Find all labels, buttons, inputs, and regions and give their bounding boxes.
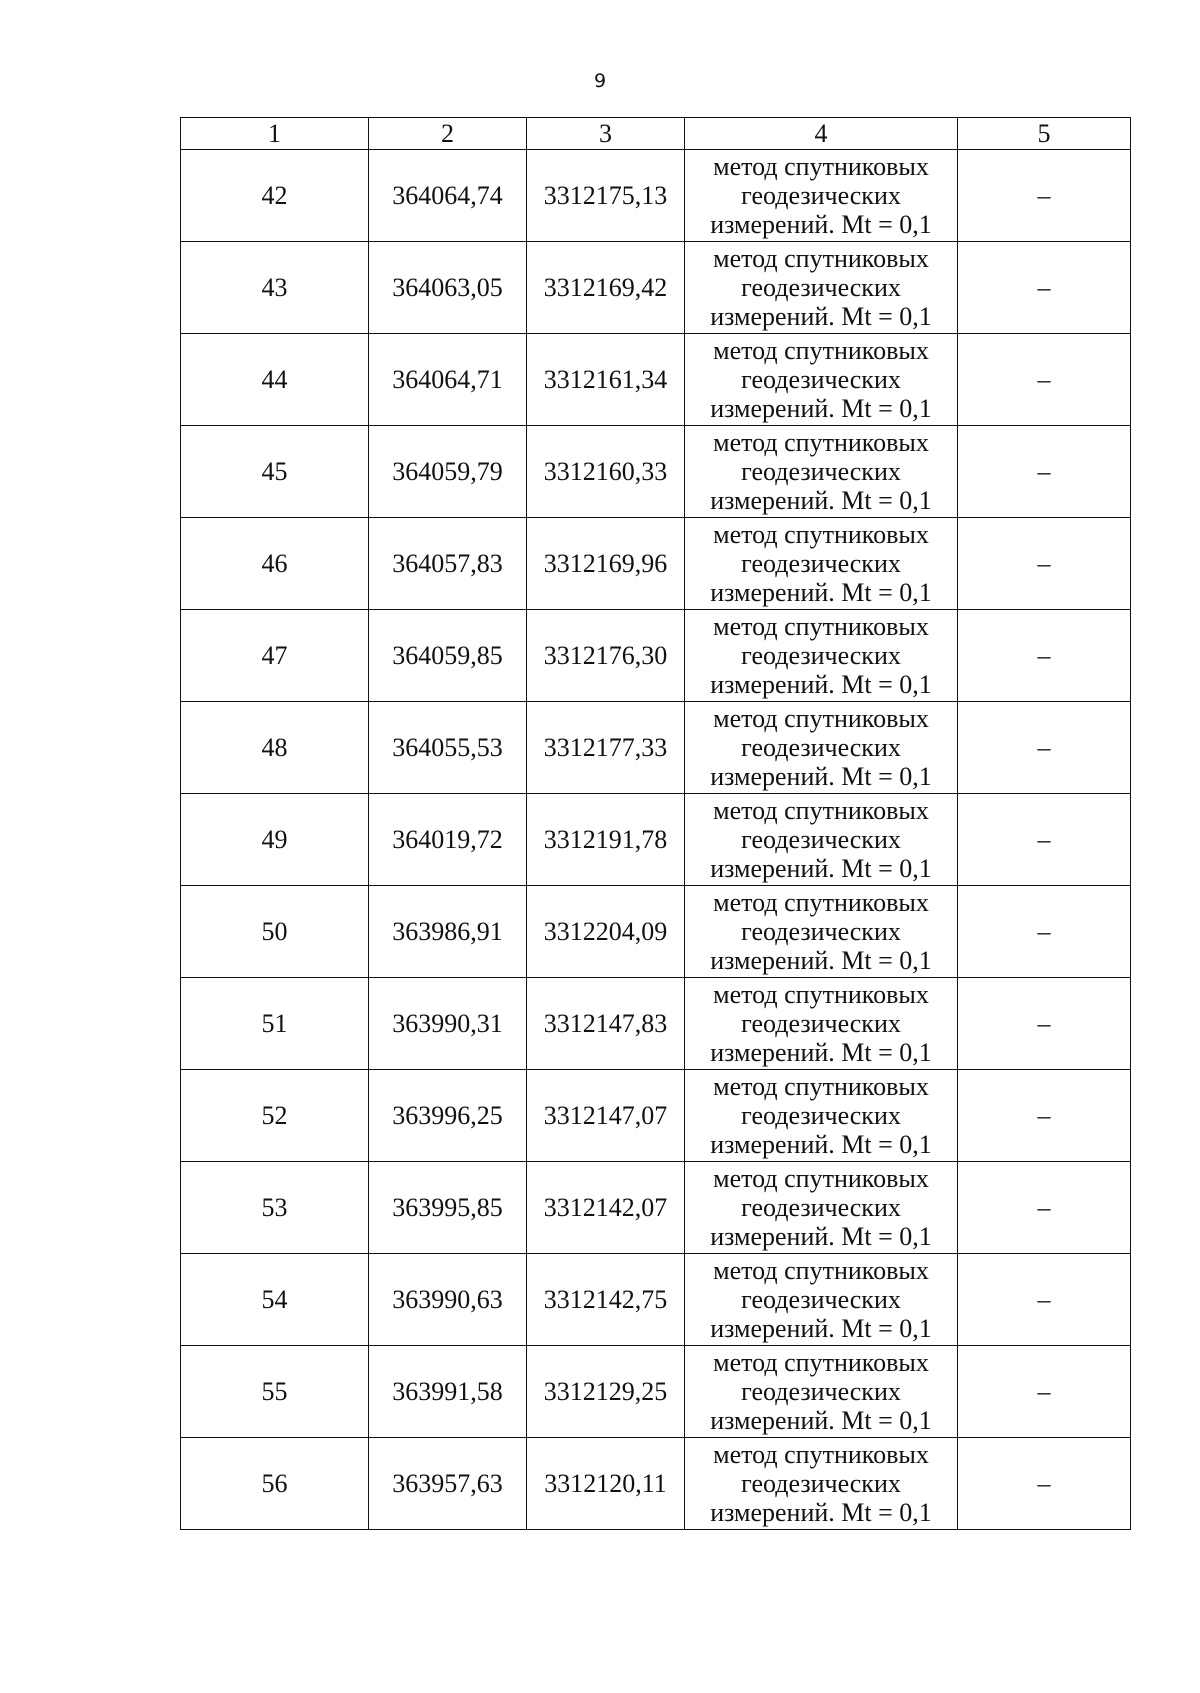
method-cell <box>685 886 958 978</box>
y-coordinate-cell: 3312160,33 <box>527 426 685 518</box>
method-cell <box>685 518 958 610</box>
method-line: метод спутниковых <box>713 1164 929 1193</box>
page-number: 9 <box>593 70 607 92</box>
method-line: измерений. Mt = 0,1 <box>710 1314 932 1343</box>
method-line: геодезических <box>741 1285 901 1314</box>
note-cell: – <box>958 1254 1131 1346</box>
point-number-cell: 47 <box>181 610 369 702</box>
method-line: геодезических <box>741 641 901 670</box>
method-line: метод спутниковых <box>713 704 929 733</box>
y-coordinate-cell: 3312161,34 <box>527 334 685 426</box>
note-cell: – <box>958 334 1131 426</box>
x-coordinate-cell: 364063,05 <box>369 242 527 334</box>
note-cell: – <box>958 150 1131 242</box>
note-cell: – <box>958 886 1131 978</box>
x-coordinate-cell: 364019,72 <box>369 794 527 886</box>
note-cell: – <box>958 1070 1131 1162</box>
point-number-cell: 48 <box>181 702 369 794</box>
method-line: измерений. Mt = 0,1 <box>710 1038 932 1067</box>
x-coordinate-cell: 363996,25 <box>369 1070 527 1162</box>
note-cell: – <box>958 702 1131 794</box>
method-line: геодезических <box>741 1469 901 1498</box>
note-cell: – <box>958 1346 1131 1438</box>
y-coordinate-cell: 3312169,96 <box>527 518 685 610</box>
method-line: геодезических <box>741 457 901 486</box>
table-row <box>181 978 1131 1070</box>
y-coordinate-cell: 3312204,09 <box>527 886 685 978</box>
x-coordinate-cell: 364057,83 <box>369 518 527 610</box>
method-line: метод спутниковых <box>713 612 929 641</box>
method-line: геодезических <box>741 1009 901 1038</box>
method-line: измерений. Mt = 0,1 <box>710 946 932 975</box>
y-coordinate-cell: 3312120,11 <box>527 1438 685 1530</box>
y-coordinate-cell: 3312129,25 <box>527 1346 685 1438</box>
table-row <box>181 426 1131 518</box>
table-row <box>181 518 1131 610</box>
y-coordinate-cell: 3312169,42 <box>527 242 685 334</box>
coordinates-table <box>180 117 1131 1530</box>
x-coordinate-cell: 363990,63 <box>369 1254 527 1346</box>
y-coordinate-cell: 3312142,07 <box>527 1162 685 1254</box>
column-header-2: 2 <box>369 118 527 150</box>
method-cell <box>685 1346 958 1438</box>
method-line: геодезических <box>741 365 901 394</box>
note-cell: – <box>958 518 1131 610</box>
table-row <box>181 242 1131 334</box>
method-cell <box>685 242 958 334</box>
method-line: измерений. Mt = 0,1 <box>710 394 932 423</box>
table-row <box>181 1254 1131 1346</box>
method-line: измерений. Mt = 0,1 <box>710 1498 932 1527</box>
table-row <box>181 1346 1131 1438</box>
table-header-row <box>181 118 1131 150</box>
point-number-cell: 52 <box>181 1070 369 1162</box>
x-coordinate-cell: 364059,79 <box>369 426 527 518</box>
method-cell <box>685 334 958 426</box>
method-cell <box>685 1438 958 1530</box>
method-line: метод спутниковых <box>713 520 929 549</box>
method-line: измерений. Mt = 0,1 <box>710 1130 932 1159</box>
method-cell <box>685 978 958 1070</box>
table-row <box>181 794 1131 886</box>
table-row <box>181 702 1131 794</box>
method-line: метод спутниковых <box>713 1440 929 1469</box>
x-coordinate-cell: 364064,74 <box>369 150 527 242</box>
point-number-cell: 56 <box>181 1438 369 1530</box>
y-coordinate-cell: 3312177,33 <box>527 702 685 794</box>
table-row <box>181 886 1131 978</box>
table-row <box>181 1162 1131 1254</box>
point-number-cell: 50 <box>181 886 369 978</box>
method-line: измерений. Mt = 0,1 <box>710 1406 932 1435</box>
method-line: метод спутниковых <box>713 152 929 181</box>
x-coordinate-cell: 363957,63 <box>369 1438 527 1530</box>
column-header-5: 5 <box>958 118 1131 150</box>
column-header-1: 1 <box>181 118 369 150</box>
method-line: метод спутниковых <box>713 1348 929 1377</box>
method-line: метод спутниковых <box>713 888 929 917</box>
y-coordinate-cell: 3312176,30 <box>527 610 685 702</box>
method-line: геодезических <box>741 1101 901 1130</box>
table-row <box>181 150 1131 242</box>
method-cell <box>685 1070 958 1162</box>
method-cell <box>685 610 958 702</box>
method-line: геодезических <box>741 1377 901 1406</box>
x-coordinate-cell: 364064,71 <box>369 334 527 426</box>
method-line: геодезических <box>741 273 901 302</box>
method-line: измерений. Mt = 0,1 <box>710 302 932 331</box>
point-number-cell: 44 <box>181 334 369 426</box>
method-line: измерений. Mt = 0,1 <box>710 210 932 239</box>
method-line: метод спутниковых <box>713 428 929 457</box>
table-row <box>181 334 1131 426</box>
method-line: геодезических <box>741 733 901 762</box>
point-number-cell: 42 <box>181 150 369 242</box>
method-line: измерений. Mt = 0,1 <box>710 762 932 791</box>
y-coordinate-cell: 3312147,83 <box>527 978 685 1070</box>
column-header-3: 3 <box>527 118 685 150</box>
method-line: метод спутниковых <box>713 336 929 365</box>
method-line: геодезических <box>741 181 901 210</box>
method-line: метод спутниковых <box>713 796 929 825</box>
point-number-cell: 46 <box>181 518 369 610</box>
method-line: геодезических <box>741 917 901 946</box>
x-coordinate-cell: 363991,58 <box>369 1346 527 1438</box>
point-number-cell: 49 <box>181 794 369 886</box>
method-line: метод спутниковых <box>713 980 929 1009</box>
point-number-cell: 53 <box>181 1162 369 1254</box>
point-number-cell: 43 <box>181 242 369 334</box>
column-header-4: 4 <box>685 118 958 150</box>
method-cell <box>685 702 958 794</box>
x-coordinate-cell: 364055,53 <box>369 702 527 794</box>
method-cell <box>685 794 958 886</box>
method-line: метод спутниковых <box>713 1072 929 1101</box>
note-cell: – <box>958 1162 1131 1254</box>
method-line: геодезических <box>741 1193 901 1222</box>
point-number-cell: 54 <box>181 1254 369 1346</box>
note-cell: – <box>958 794 1131 886</box>
x-coordinate-cell: 364059,85 <box>369 610 527 702</box>
note-cell: – <box>958 1438 1131 1530</box>
x-coordinate-cell: 363986,91 <box>369 886 527 978</box>
method-cell <box>685 1254 958 1346</box>
note-cell: – <box>958 242 1131 334</box>
x-coordinate-cell: 363995,85 <box>369 1162 527 1254</box>
note-cell: – <box>958 426 1131 518</box>
x-coordinate-cell: 363990,31 <box>369 978 527 1070</box>
method-line: измерений. Mt = 0,1 <box>710 670 932 699</box>
method-cell <box>685 426 958 518</box>
y-coordinate-cell: 3312142,75 <box>527 1254 685 1346</box>
method-line: геодезических <box>741 825 901 854</box>
method-cell <box>685 1162 958 1254</box>
method-line: метод спутниковых <box>713 1256 929 1285</box>
method-cell <box>685 150 958 242</box>
method-line: метод спутниковых <box>713 244 929 273</box>
note-cell: – <box>958 610 1131 702</box>
table-row <box>181 1070 1131 1162</box>
method-line: измерений. Mt = 0,1 <box>710 1222 932 1251</box>
point-number-cell: 45 <box>181 426 369 518</box>
table-row <box>181 1438 1131 1530</box>
method-line: измерений. Mt = 0,1 <box>710 578 932 607</box>
table-row <box>181 610 1131 702</box>
y-coordinate-cell: 3312175,13 <box>527 150 685 242</box>
note-cell: – <box>958 978 1131 1070</box>
method-line: геодезических <box>741 549 901 578</box>
point-number-cell: 51 <box>181 978 369 1070</box>
y-coordinate-cell: 3312191,78 <box>527 794 685 886</box>
point-number-cell: 55 <box>181 1346 369 1438</box>
y-coordinate-cell: 3312147,07 <box>527 1070 685 1162</box>
table-body <box>181 150 1131 1530</box>
method-line: измерений. Mt = 0,1 <box>710 486 932 515</box>
method-line: измерений. Mt = 0,1 <box>710 854 932 883</box>
